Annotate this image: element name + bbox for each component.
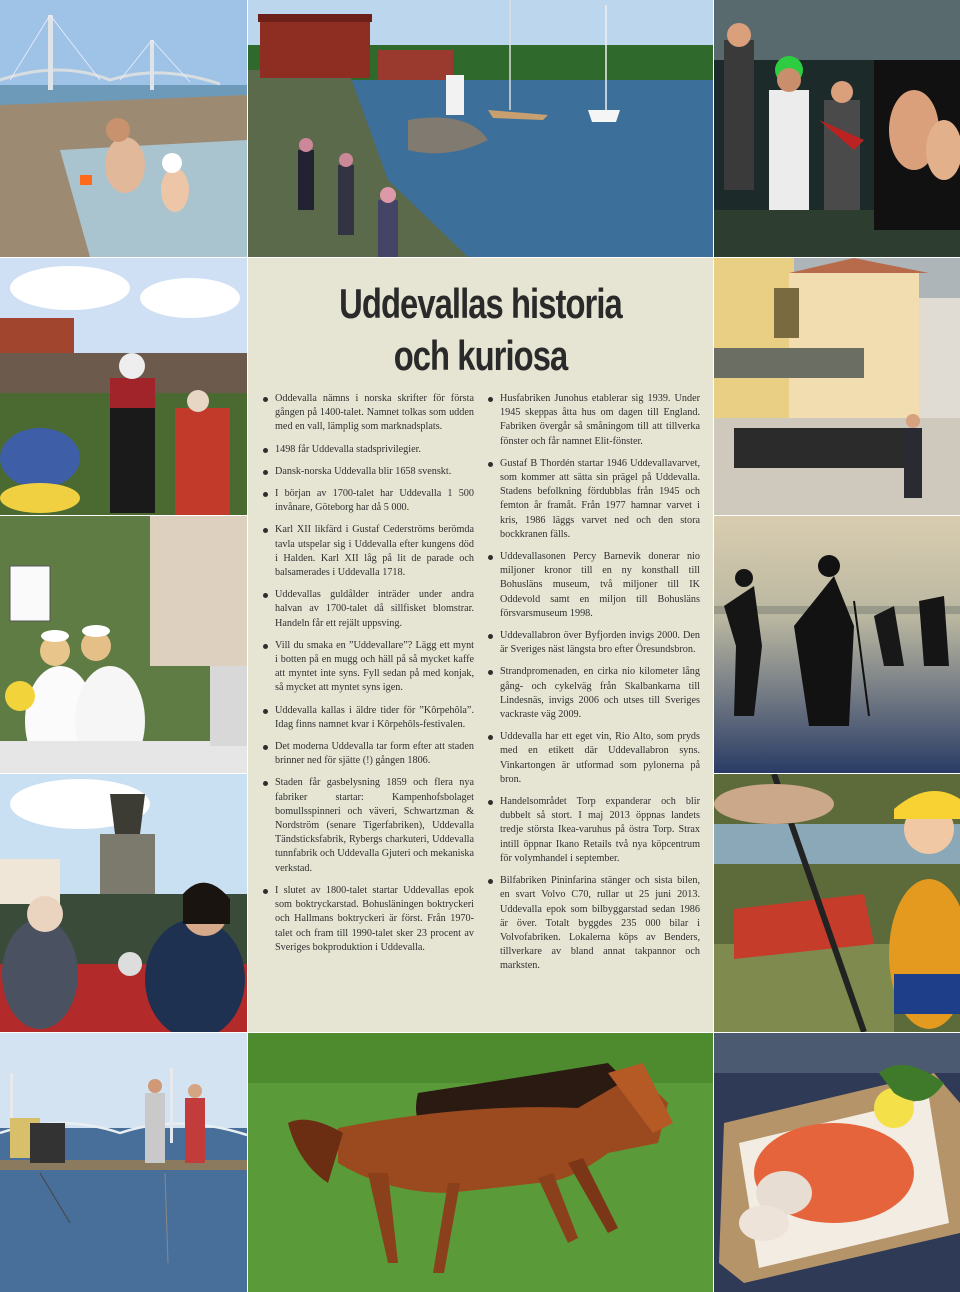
fact-item: Uddevallasonen Percy Barnevik donerar nio miljoner kronor till en ny konsthall till Bohusläns museum, två miljoner till IK Oddevold samt en miljon till Bohusläns försvarsmuseum 1998.	[487, 550, 700, 621]
fact-item: Husfabriken Junohus etablerar sig 1939. Under 1945 skeppas åtta hus om dagen till England. Fabriken övergår så småningom till att tillverka fönster och får namnet Elit-fönster.	[487, 392, 700, 449]
photo-fishing-boy	[714, 774, 960, 1032]
fact-item: Oddevalla nämns i norska skrifter för första gången på 1400-talet. Namnet tolkas som udden med en vall, lämplig som marknadsplats.	[262, 392, 474, 435]
photo-concert	[714, 0, 960, 257]
photo-pier-crabbing	[0, 1033, 247, 1292]
fact-item: Karl XII likfärd i Gustaf Cederströms berömda tavla utspelar sig i Uddevalla efter kungens död i Halden. Karl XII låg på lit de parade och balsamerades i Uddevalla 1718.	[262, 523, 474, 580]
fact-item: Gustaf B Thordén startar 1946 Uddevallavarvet, som kommer att sätta sin prägel på Uddevalla. Stadens befolkning fördubblas från 1945 och femton år framåt. Från 1977 hamnar varvet i kris, 1986 läggs varvet ned och den stora bockkranen fälls.	[487, 457, 700, 542]
photo-cafe-statue	[0, 774, 247, 1032]
fact-item: I slutet av 1800-talet startar Uddevallas epok som boktryckarstad. Bohusläningen boktryckeri och Hallmans boktryckeri är först. Från 1970-talet och fram till 1990-talet sker 23 procent av Sveriges bokproduktion i Uddevalla.	[262, 884, 474, 955]
fact-item: 1498 får Uddevalla stadsprivilegier.	[262, 443, 474, 457]
article-title-line2: och kuriosa	[393, 332, 568, 379]
fact-item: Staden får gasbelysning 1859 och flera nya fabriker startar: Kampenhofsbolaget bomullsspinneri och väveri, Schwartzman & Nordström (senare Tigerfabriken), Uddevalla Tändsticksfabrik, Rybergs charkuteri, Uddevalla tunnfabrik och Uddevalla Gjuteri och mekaniska verkstad.	[262, 776, 474, 875]
photo-horses	[248, 1033, 713, 1292]
fact-item: Bilfabriken Pininfarina stänger och sista bilen, en svart Volvo C70, rullar ut 25 juni 2013. Uddevalla epok som bilbyggarstad sedan 1986 är över. Totalt byggdes 235 000 bilar i Volvofabriken. Lokalerna köps av Benders, tillverkare av bland annat takpannor och marksten.	[487, 874, 700, 973]
fact-item: Uddevalla har ett eget vin, Rio Alto, som pryds med en etikett där Uddevallabron syns. Vinkartongen är utformad som pylonerna på bron.	[487, 730, 700, 787]
fact-item: Uddevallabron över Byfjorden invigs 2000. Den är Sveriges näst längsta bro efter Öresundsbron.	[487, 629, 700, 657]
fact-item: Uddevalla kallas i äldre tider för ”Kôrpehôla”. Idag finns namnet kvar i Kôrpehôls-festivalen.	[262, 704, 474, 732]
fact-item: Vill du smaka en ”Uddevallare”? Lägg ett mynt i botten på en mugg och häll på så mycket kaffe att myntet inte syns. Fyll sedan på med konjak, så mycket att myntet syns igen.	[262, 639, 474, 696]
photo-bridge-beach	[0, 0, 247, 257]
photo-students	[0, 516, 247, 773]
photo-harbor	[248, 0, 713, 257]
photo-ice-skaters	[714, 516, 960, 773]
fact-item: Handelsområdet Torp expanderar och blir dubbelt så stort. I maj 2013 öppnas landets tredje största Ikea-varuhus på östra Torp. Strax intill öppnar Ikano Retails två nya köpcentrum för volymhandel i september.	[487, 795, 700, 866]
fact-item: I början av 1700-talet har Uddevalla 1 500 invånare, Göteborg har då 5 000.	[262, 487, 474, 515]
photo-square	[714, 258, 960, 515]
left-fact-list	[262, 392, 474, 963]
photo-shrimp-crate	[714, 1033, 960, 1292]
fact-item: Dansk-norska Uddevalla blir 1658 svenskt.	[262, 465, 474, 479]
right-fact-list	[487, 392, 700, 982]
article-title-line1: Uddevallas historia	[339, 280, 622, 327]
fact-item: Uddevallas guldålder inträder under andra halvan av 1700-talet då sillfisket blomstrar. Handeln får ett rejält uppsving.	[262, 588, 474, 631]
article-title	[299, 278, 662, 382]
fact-item: Strandpromenaden, en cirka nio kilometer lång gång- och cykelväg från Skalbankarna till Lindesnäs, invigs 2006 och utses till Sveriges vackraste väg 2009.	[487, 665, 700, 722]
fact-item: Det moderna Uddevalla tar form efter att staden brinner ned för sjätte (!) gången 1806.	[262, 740, 474, 768]
article-panel	[248, 258, 713, 1032]
photo-folk-costume	[0, 258, 247, 515]
